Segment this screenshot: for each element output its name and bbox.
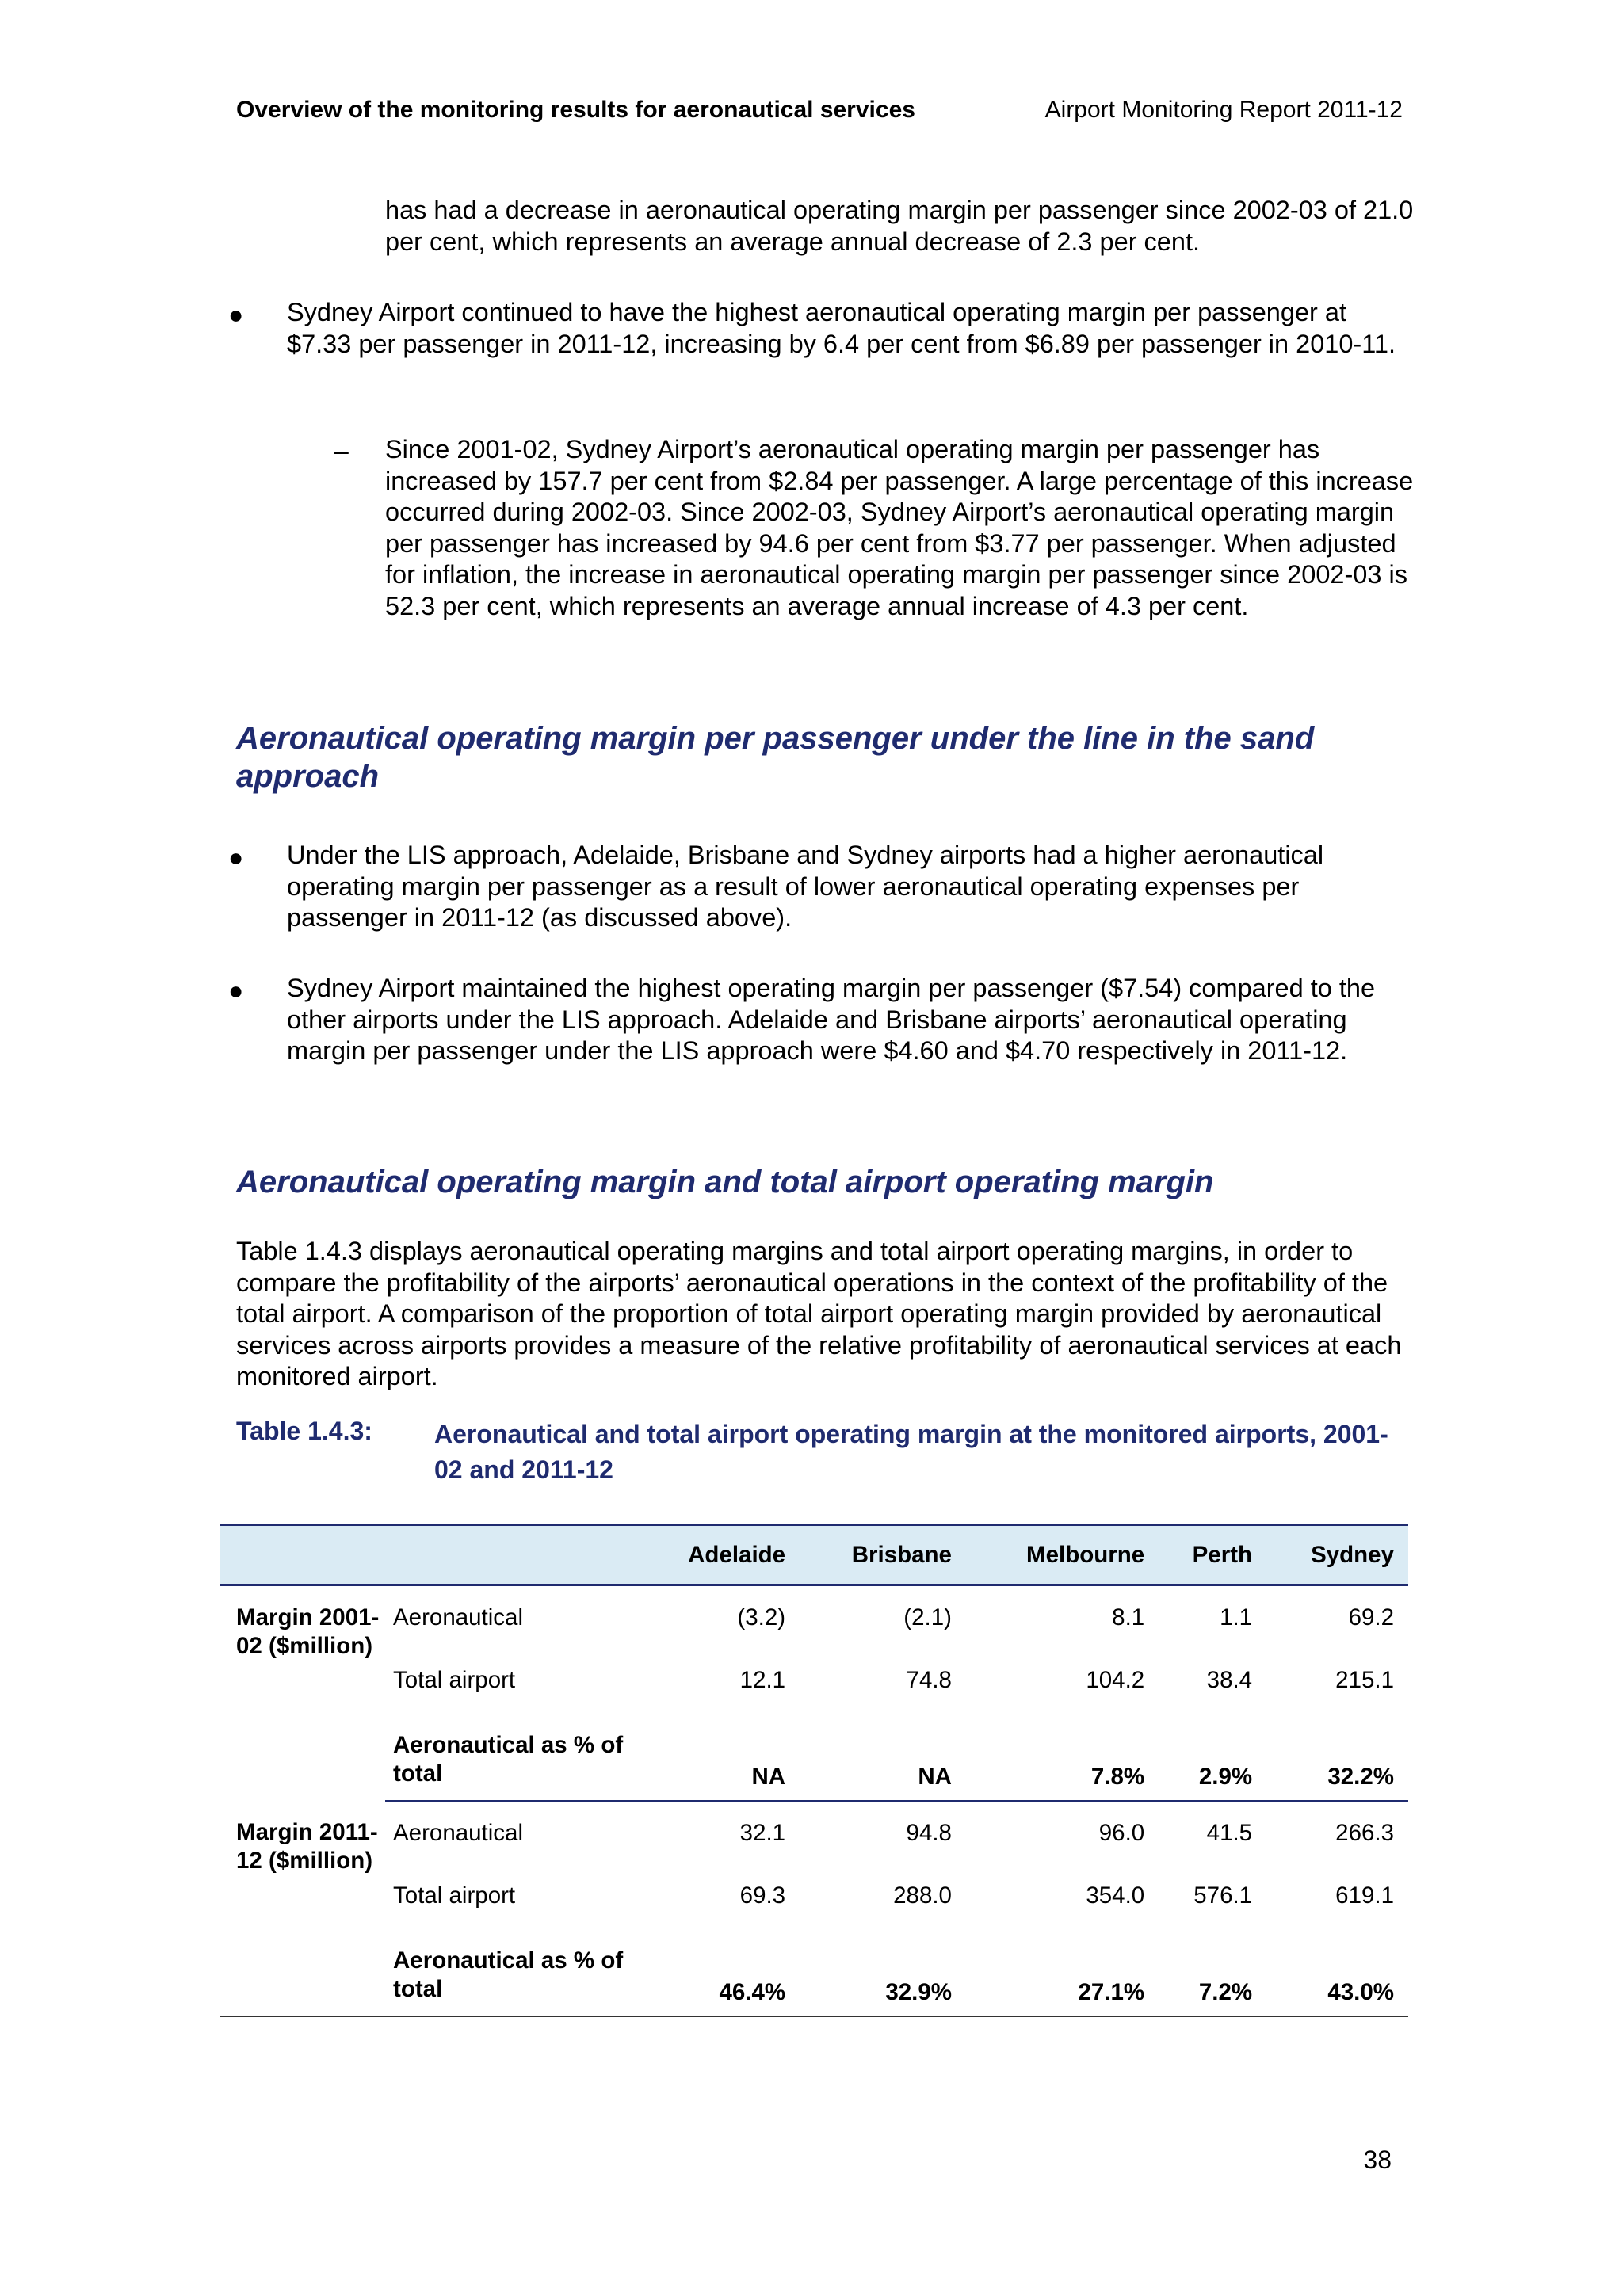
table-cell: 215.1 — [1335, 1666, 1394, 1693]
table-cell: 43.0% — [1266, 1927, 1408, 2016]
table-cell: 2.9% — [1159, 1711, 1266, 1801]
table-cell: 27.1% — [966, 1927, 1159, 2016]
header-blank — [385, 1525, 637, 1585]
table-cell: 69.3 — [739, 1882, 786, 1909]
table-cell: 96.0 — [1098, 1819, 1145, 1846]
margin-table — [220, 1524, 1408, 2017]
table-row — [220, 1864, 1408, 1927]
table-cell: 104.2 — [1086, 1666, 1145, 1693]
bullet-icon: ● — [228, 300, 244, 329]
table-cell: NA — [637, 1711, 800, 1801]
table-cell: 38.4 — [1206, 1666, 1253, 1693]
table-cell: NA — [800, 1711, 966, 1801]
table-cell: 12.1 — [739, 1666, 786, 1693]
row-label: Aeronautical — [393, 1604, 523, 1630]
table-cell: 354.0 — [1086, 1882, 1145, 1909]
section-heading-lis: Aeronautical operating margin per passenger under the line in the sand approach — [236, 721, 1315, 794]
table-cell: 94.8 — [906, 1819, 952, 1846]
bullet-sydney-maintained: Sydney Airport maintained the highest operating margin per passenger ($7.54) compared to the other airports under the LIS approach. Adelaide and Brisbane airports’ aeronautical operating margin per passenger under the LIS approach were $4.60 and $4.70 respectively in 2011-12. — [287, 974, 1376, 1065]
table-caption: Aeronautical and total airport operating margin at the monitored airports, 2001-02 and 2011-12 — [434, 1420, 1388, 1484]
col-header-melbourne: Melbourne — [966, 1525, 1159, 1585]
table-cell: 46.4% — [637, 1927, 800, 2016]
row-label: Total airport — [393, 1882, 516, 1909]
bullet-lis-approach: Under the LIS approach, Adelaide, Brisbane and Sydney airports had a higher aeronautical operating margin per passenger as a result of lower aeronautical operating expenses per passenger in 2011-12 (as discussed above). — [287, 841, 1324, 932]
table-cell: 288.0 — [893, 1882, 952, 1909]
col-header-adelaide: Adelaide — [637, 1525, 800, 1585]
bullet-sydney-highest: Sydney Airport continued to have the highest aeronautical operating margin per passenger at $7.33 per passenger in 2011-12, increasing by 6.4 per cent from $6.89 per passenger in 2010-11. — [287, 298, 1396, 358]
table-cell: (3.2) — [737, 1604, 786, 1630]
header-left: Overview of the monitoring results for aeronautical services — [236, 97, 915, 123]
row-label: Aeronautical as % of total — [385, 1711, 637, 1801]
section-label: Margin 2001-02 ($million) — [236, 1604, 380, 1659]
table-cell: 619.1 — [1335, 1882, 1394, 1909]
page-number: 38 — [1363, 2145, 1392, 2174]
table-cell: 576.1 — [1193, 1882, 1253, 1909]
dash-icon: – — [334, 437, 349, 465]
col-header-sydney: Sydney — [1266, 1525, 1408, 1585]
section-heading-total-margin: Aeronautical operating margin and total airport operating margin — [236, 1165, 1214, 1199]
table-cell: 7.2% — [1159, 1927, 1266, 2016]
header-blank — [220, 1525, 385, 1585]
table-cell: 69.2 — [1348, 1604, 1394, 1630]
col-header-brisbane: Brisbane — [800, 1525, 966, 1585]
col-header-perth: Perth — [1159, 1525, 1266, 1585]
table-cell: 41.5 — [1206, 1819, 1253, 1846]
header-right: Airport Monitoring Report 2011-12 — [1044, 97, 1403, 123]
table-cell: 8.1 — [1112, 1604, 1145, 1630]
paragraph-continuation: has had a decrease in aeronautical operating margin per passenger since 2002-03 of 21.0 per cent, which represents an average annual decrease of 2.3 per cent. — [385, 196, 1414, 256]
table-row — [220, 1927, 1408, 2016]
row-label: Total airport — [393, 1666, 516, 1693]
table-cell: 32.2% — [1266, 1711, 1408, 1801]
bullet-icon: ● — [228, 976, 244, 1005]
subpoint-sydney-increase: Since 2001-02, Sydney Airport’s aeronautical operating margin per passenger has increased by 157.7 per cent from $2.84 per passenger. A large percentage of this increase occurred during 2002-03. Since 2002-03, Sydney Airport’s aeronautical operating margin per passenger has increased by 94.6 per cent from $3.77 per passenger. When adjusted for inflation, the increase in aeronautical operating margin per passenger since 2002-03 is 52.3 per cent, which represents an average annual increase of 4.3 per cent. — [385, 435, 1414, 620]
table-cell: 32.9% — [800, 1927, 966, 2016]
section-label: Margin 2011-12 ($million) — [220, 1801, 385, 2016]
table-row — [220, 1649, 1408, 1711]
table-cell: 74.8 — [906, 1666, 952, 1693]
table-cell: 32.1 — [739, 1819, 786, 1846]
table-cell: (2.1) — [903, 1604, 952, 1630]
table-cell: 1.1 — [1220, 1604, 1253, 1630]
bullet-icon: ● — [228, 843, 244, 871]
row-label: Aeronautical — [393, 1819, 523, 1846]
table-header-row — [220, 1525, 1408, 1585]
intro-paragraph: Table 1.4.3 displays aeronautical operating margins and total airport operating margins, in order to compare the profitability of the airports’ aeronautical operations in the context of the profitability of the total airport. A comparison of the proportion of total airport operating margin provided by aeronautical services across airports provides a measure of the relative profitability of aeronautical services at each monitored airport. — [236, 1237, 1402, 1390]
row-label: Aeronautical as % of total — [385, 1927, 637, 2016]
table-row — [220, 1711, 1408, 1801]
table-row — [220, 1801, 1408, 1864]
table-cell: 266.3 — [1335, 1819, 1394, 1846]
table-row — [220, 1585, 1408, 1650]
table-cell: 7.8% — [966, 1711, 1159, 1801]
table-label: Table 1.4.3: — [236, 1417, 372, 1445]
